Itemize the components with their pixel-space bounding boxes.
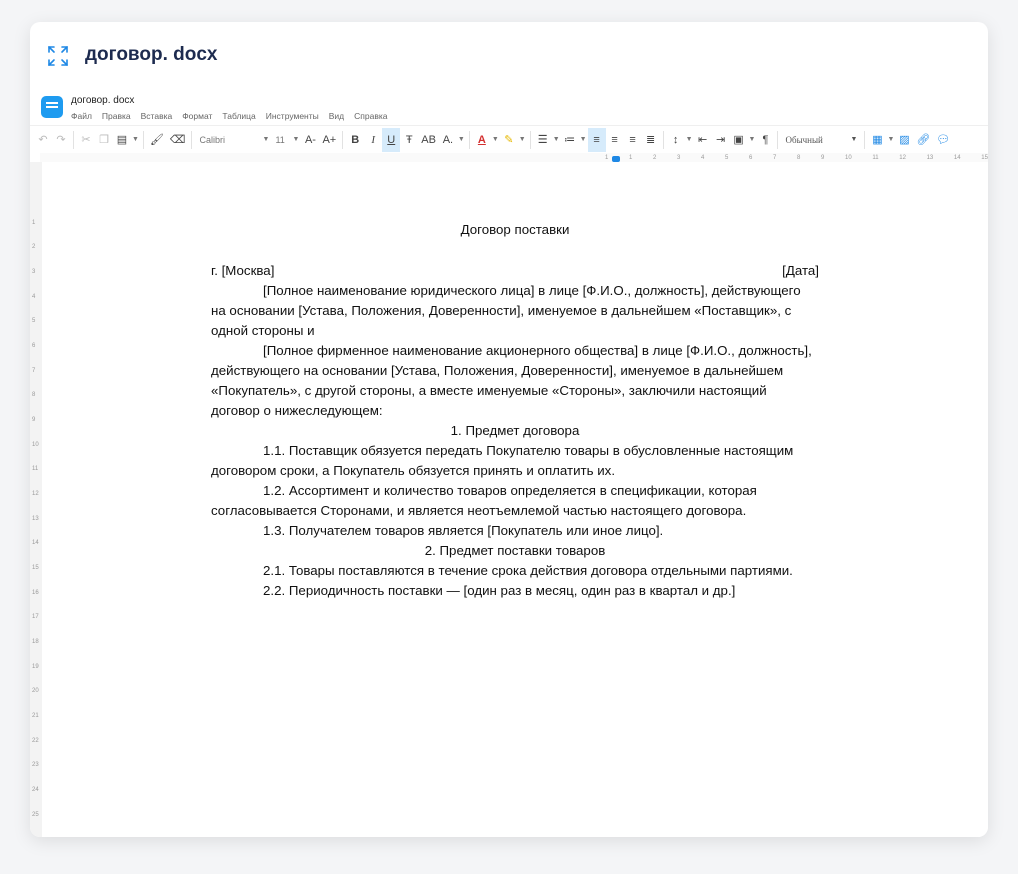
chevron-down-icon[interactable]: ▼: [518, 136, 526, 143]
clear-format-icon[interactable]: ⌫: [169, 134, 186, 146]
cut-icon[interactable]: ✂: [81, 134, 91, 146]
bullet-list-icon[interactable]: ☰: [537, 134, 548, 146]
paste-icon[interactable]: ▤: [116, 134, 128, 146]
toolbar-divider: [663, 131, 664, 149]
decrease-indent-icon[interactable]: ⇤: [697, 134, 708, 146]
ruler-mark: 8: [797, 154, 801, 161]
font-family-select[interactable]: [195, 129, 273, 151]
align-right-icon[interactable]: ≡: [629, 133, 636, 146]
clause-paragraph: 2.2. Периодичность поставки — [один раз в месяц, один раз в квартал и др.]: [263, 583, 736, 598]
ruler-mark: 15: [32, 565, 39, 571]
chevron-down-icon[interactable]: ▼: [748, 136, 756, 143]
menu-item-format[interactable]: Формат: [182, 111, 213, 121]
ruler-mark: 7: [32, 368, 36, 374]
toolbar-divider: [342, 131, 343, 149]
ruler-mark: 6: [32, 343, 36, 349]
chevron-down-icon[interactable]: ▼: [552, 136, 560, 143]
paragraph-mark-button[interactable]: ¶: [762, 133, 769, 146]
ruler-mark: 14: [32, 540, 39, 546]
toolbar-divider: [469, 131, 470, 149]
chevron-down-icon: ▼: [262, 136, 270, 143]
ruler-mark: 6: [749, 154, 753, 161]
ruler-mark: 3: [32, 269, 36, 275]
chevron-down-icon[interactable]: ▼: [887, 136, 895, 143]
section-heading: 1. Предмет договора: [450, 423, 580, 438]
menu-item-insert[interactable]: Вставка: [140, 111, 173, 121]
city-date-row: [211, 261, 819, 281]
vertical-ruler: [30, 162, 42, 837]
ruler-mark: 20: [32, 688, 39, 694]
document-title: Договор поставки: [460, 222, 570, 237]
toolbar-divider: [864, 131, 865, 149]
all-caps-button[interactable]: AB: [421, 133, 436, 146]
ruler-mark: 21: [32, 713, 39, 719]
ruler-mark: 7: [773, 154, 777, 161]
document-body[interactable]: [211, 220, 819, 601]
comment-icon[interactable]: 💬︎: [936, 134, 951, 146]
ruler-mark: 2: [32, 244, 36, 250]
toolbar-divider: [191, 131, 192, 149]
chevron-down-icon[interactable]: ▼: [579, 136, 587, 143]
menu-item-help[interactable]: Справка: [354, 111, 388, 121]
formatting-toolbar: [30, 125, 988, 153]
ruler-mark: 9: [32, 417, 36, 423]
ruler-mark: 17: [32, 614, 39, 620]
ruler-mark: 12: [899, 154, 906, 161]
clause-paragraph: 1.1. Поставщик обязуется передать Покупателю товары в обусловленные настоящим договором сроки, а Покупатель обязуется принять и оплатить их.: [211, 443, 794, 478]
app-bar: [30, 94, 988, 128]
window-title: договор. docx: [85, 44, 218, 65]
font-size-value: 11: [275, 134, 285, 145]
clause-paragraph: 1.2. Ассортимент и количество товаров определяется в спецификации, которая согласовывается Сторонами, и является неотъемлемой частью настоящего договора.: [211, 483, 757, 518]
copy-icon[interactable]: ❐: [99, 134, 109, 146]
chevron-down-icon[interactable]: ▼: [685, 136, 693, 143]
party-two-paragraph: [Полное фирменное наименование акционерного общества] в лице [Ф.И.О., должность], действующего на основании [Устава, Положения, Доверенности], именуемое в дальнейшем «Покупатель», с другой стороны, а вместе именуемые «Стороны», заключили настоящий договор о нижеследующем:: [211, 343, 812, 418]
document-city: г. [Москва]: [211, 263, 275, 278]
underline-button[interactable]: U: [382, 128, 400, 152]
align-justify-icon[interactable]: ≣: [646, 134, 656, 146]
ruler-mark: 4: [32, 294, 36, 300]
redo-icon[interactable]: ↷: [56, 134, 66, 146]
chevron-down-icon: ▼: [292, 136, 300, 143]
paragraph-style-value: Обычный: [785, 134, 823, 145]
ruler-mark: 5: [32, 318, 36, 324]
increase-font-button[interactable]: A+: [322, 133, 337, 146]
expand-icon[interactable]: [46, 44, 70, 68]
ruler-marks: [605, 153, 988, 162]
document-window: [30, 22, 988, 837]
toolbar-divider: [777, 131, 778, 149]
ruler-mark: 13: [32, 516, 39, 522]
document-page[interactable]: [42, 162, 988, 837]
ruler-mark: 13: [926, 154, 934, 161]
ruler-mark: 1: [32, 220, 36, 226]
ruler-mark: 11: [872, 154, 879, 161]
align-left-icon[interactable]: ≡: [588, 128, 606, 152]
clause-paragraph: 1.3. Получателем товаров является [Покупатель или иное лицо].: [263, 523, 664, 538]
paragraph-settings-icon[interactable]: ▣: [733, 134, 744, 146]
numbered-list-icon[interactable]: ≔: [564, 134, 576, 146]
menu-item-file[interactable]: Файл: [71, 111, 92, 121]
link-icon[interactable]: 🔗︎: [916, 134, 931, 146]
text-color-icon[interactable]: A: [477, 133, 486, 146]
horizontal-ruler[interactable]: [40, 153, 988, 162]
ruler-mark: 3: [677, 154, 681, 161]
highlight-icon[interactable]: ✎: [504, 134, 514, 146]
chevron-down-icon[interactable]: ▼: [457, 136, 465, 143]
paste-dropdown-icon[interactable]: ▼: [132, 136, 139, 143]
clause-paragraph: 2.1. Товары поставляются в течение срока действия договора отдельными партиями.: [263, 563, 793, 578]
menu-item-tools[interactable]: Инструменты: [265, 111, 319, 121]
ruler-mark: 18: [32, 639, 39, 645]
ruler-mark: 5: [725, 154, 729, 161]
ruler-mark: 24: [32, 787, 39, 793]
format-painter-icon[interactable]: 🖌: [149, 134, 164, 146]
image-icon[interactable]: ▨: [899, 134, 910, 146]
decrease-font-button[interactable]: A-: [304, 133, 316, 146]
italic-button[interactable]: I: [371, 133, 376, 146]
chevron-down-icon[interactable]: ▼: [491, 136, 499, 143]
ruler-mark: 15: [981, 154, 988, 161]
menu-bar: [71, 111, 398, 121]
chevron-down-icon: ▼: [850, 136, 858, 143]
text-effects-icon[interactable]: A.: [442, 133, 454, 146]
window-header: [30, 22, 988, 92]
ruler-mark: 19: [32, 664, 39, 670]
toolbar-divider: [530, 131, 531, 149]
ruler-mark: 11: [32, 466, 39, 472]
increase-indent-icon[interactable]: ⇥: [715, 134, 726, 146]
ruler-mark: 10: [845, 154, 852, 161]
menu-item-view[interactable]: Вид: [328, 111, 345, 121]
ruler-mark: 22: [32, 738, 39, 744]
section-heading: 2. Предмет поставки товаров: [424, 543, 606, 558]
menu-item-table[interactable]: Таблица: [222, 111, 256, 121]
ruler-mark: 25: [32, 812, 39, 818]
ruler-mark: 10: [32, 442, 39, 448]
bold-button[interactable]: B: [351, 133, 360, 146]
align-center-icon[interactable]: ≡: [611, 133, 618, 146]
line-spacing-icon[interactable]: ↕: [672, 133, 679, 146]
app-filename: договор. docx: [71, 95, 135, 106]
undo-icon[interactable]: ↶: [38, 134, 48, 146]
ruler-mark: 12: [32, 491, 39, 497]
ruler-mark: 1: [629, 154, 633, 161]
ruler-mark: 8: [32, 392, 36, 398]
ruler-mark: 4: [701, 154, 705, 161]
table-icon[interactable]: ▦: [872, 134, 883, 146]
ruler-mark: 14: [953, 154, 961, 161]
font-size-select[interactable]: [273, 129, 301, 151]
app-logo-icon: [41, 96, 63, 118]
ruler-mark: 16: [32, 590, 39, 596]
ruler-mark: 23: [32, 762, 39, 768]
strikethrough-button[interactable]: Ŧ: [405, 133, 413, 146]
toolbar-divider: [143, 131, 144, 149]
toolbar-divider: [73, 131, 74, 149]
party-one-paragraph: [Полное наименование юридического лица] в лице [Ф.И.О., должность], действующего на основании [Устава, Положения, Доверенности], именуемое в дальнейшем «Поставщик», с одной стороны и: [211, 283, 801, 338]
document-date: [Дата]: [782, 263, 819, 278]
menu-item-edit[interactable]: Правка: [101, 111, 131, 121]
font-family-value: Calibri: [199, 134, 225, 145]
ruler-mark: 9: [821, 154, 825, 161]
ruler-mark: 1: [605, 154, 609, 161]
ruler-mark: 2: [653, 154, 657, 161]
paragraph-style-select[interactable]: [781, 129, 861, 151]
